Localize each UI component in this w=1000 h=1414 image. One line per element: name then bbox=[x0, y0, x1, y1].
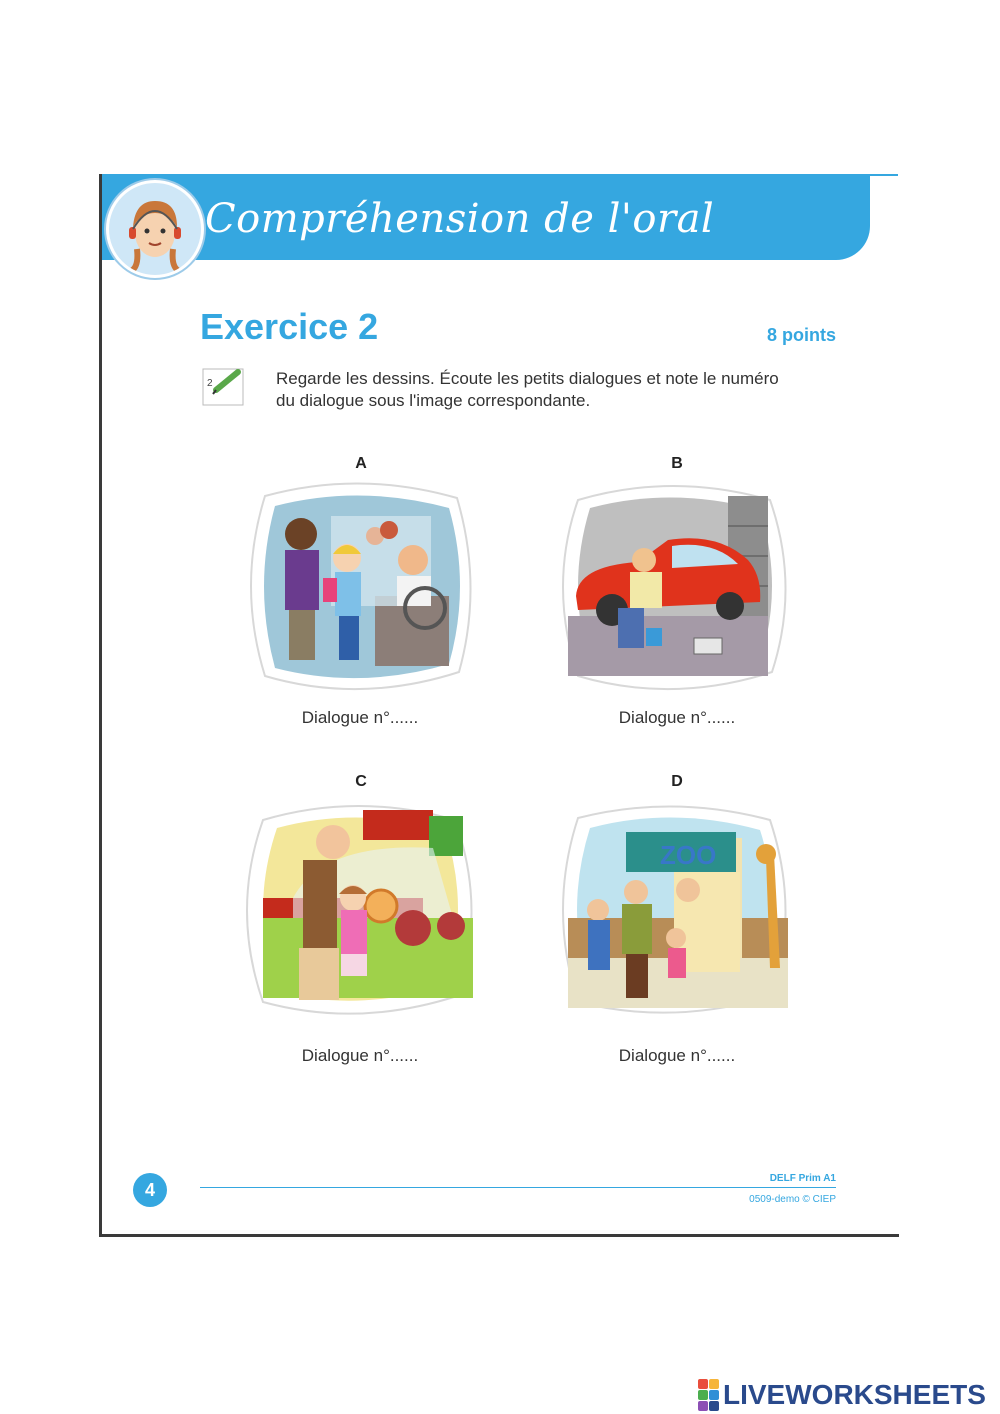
picture-b-letter: B bbox=[671, 455, 683, 472]
picture-b-car-illustration bbox=[548, 476, 798, 698]
liveworksheets-logo[interactable] bbox=[698, 1380, 986, 1410]
logo-text: LIVEWORKSHEETS bbox=[723, 1379, 986, 1410]
picture-d-letter: D bbox=[671, 773, 683, 790]
logo-blocks-icon bbox=[698, 1379, 719, 1411]
footer-brand: DELF Prim A1 bbox=[769, 1173, 836, 1184]
picture-c-letter: C bbox=[355, 773, 367, 790]
picture-a-caption[interactable]: Dialogue n°...... bbox=[301, 708, 419, 727]
picture-d-caption[interactable]: Dialogue n°...... bbox=[618, 1046, 736, 1065]
instructions bbox=[276, 368, 846, 412]
exercise-title: Exercice 2 bbox=[200, 306, 379, 347]
footer-divider bbox=[200, 1187, 836, 1188]
footer-copyright: 0509-demo © CIEP bbox=[749, 1194, 836, 1205]
exercise-points: 8 points bbox=[766, 325, 836, 345]
instructions-line-1: Regarde les dessins. Écoute les petits dialogues et note le numéro bbox=[276, 369, 779, 388]
picture-d-zoo-illustration bbox=[548, 798, 798, 1020]
picture-c-caption[interactable]: Dialogue n°...... bbox=[301, 1046, 419, 1065]
picture-c-pizzeria-illustration bbox=[233, 798, 483, 1020]
picture-a-letter: A bbox=[355, 455, 367, 472]
zoo-sign-text: ZOO bbox=[660, 840, 717, 870]
section-title: Compréhension de l'oral bbox=[205, 196, 715, 242]
listening-girl-avatar bbox=[106, 180, 204, 278]
picture-a-bus-illustration bbox=[235, 476, 485, 698]
instructions-line-2: du dialogue sous l'image correspondante. bbox=[276, 391, 591, 410]
icon-number: 2 bbox=[207, 378, 213, 389]
page-number: 4 bbox=[133, 1173, 167, 1207]
picture-b-caption[interactable]: Dialogue n°...... bbox=[618, 708, 736, 727]
write-pencil-icon bbox=[202, 366, 244, 406]
